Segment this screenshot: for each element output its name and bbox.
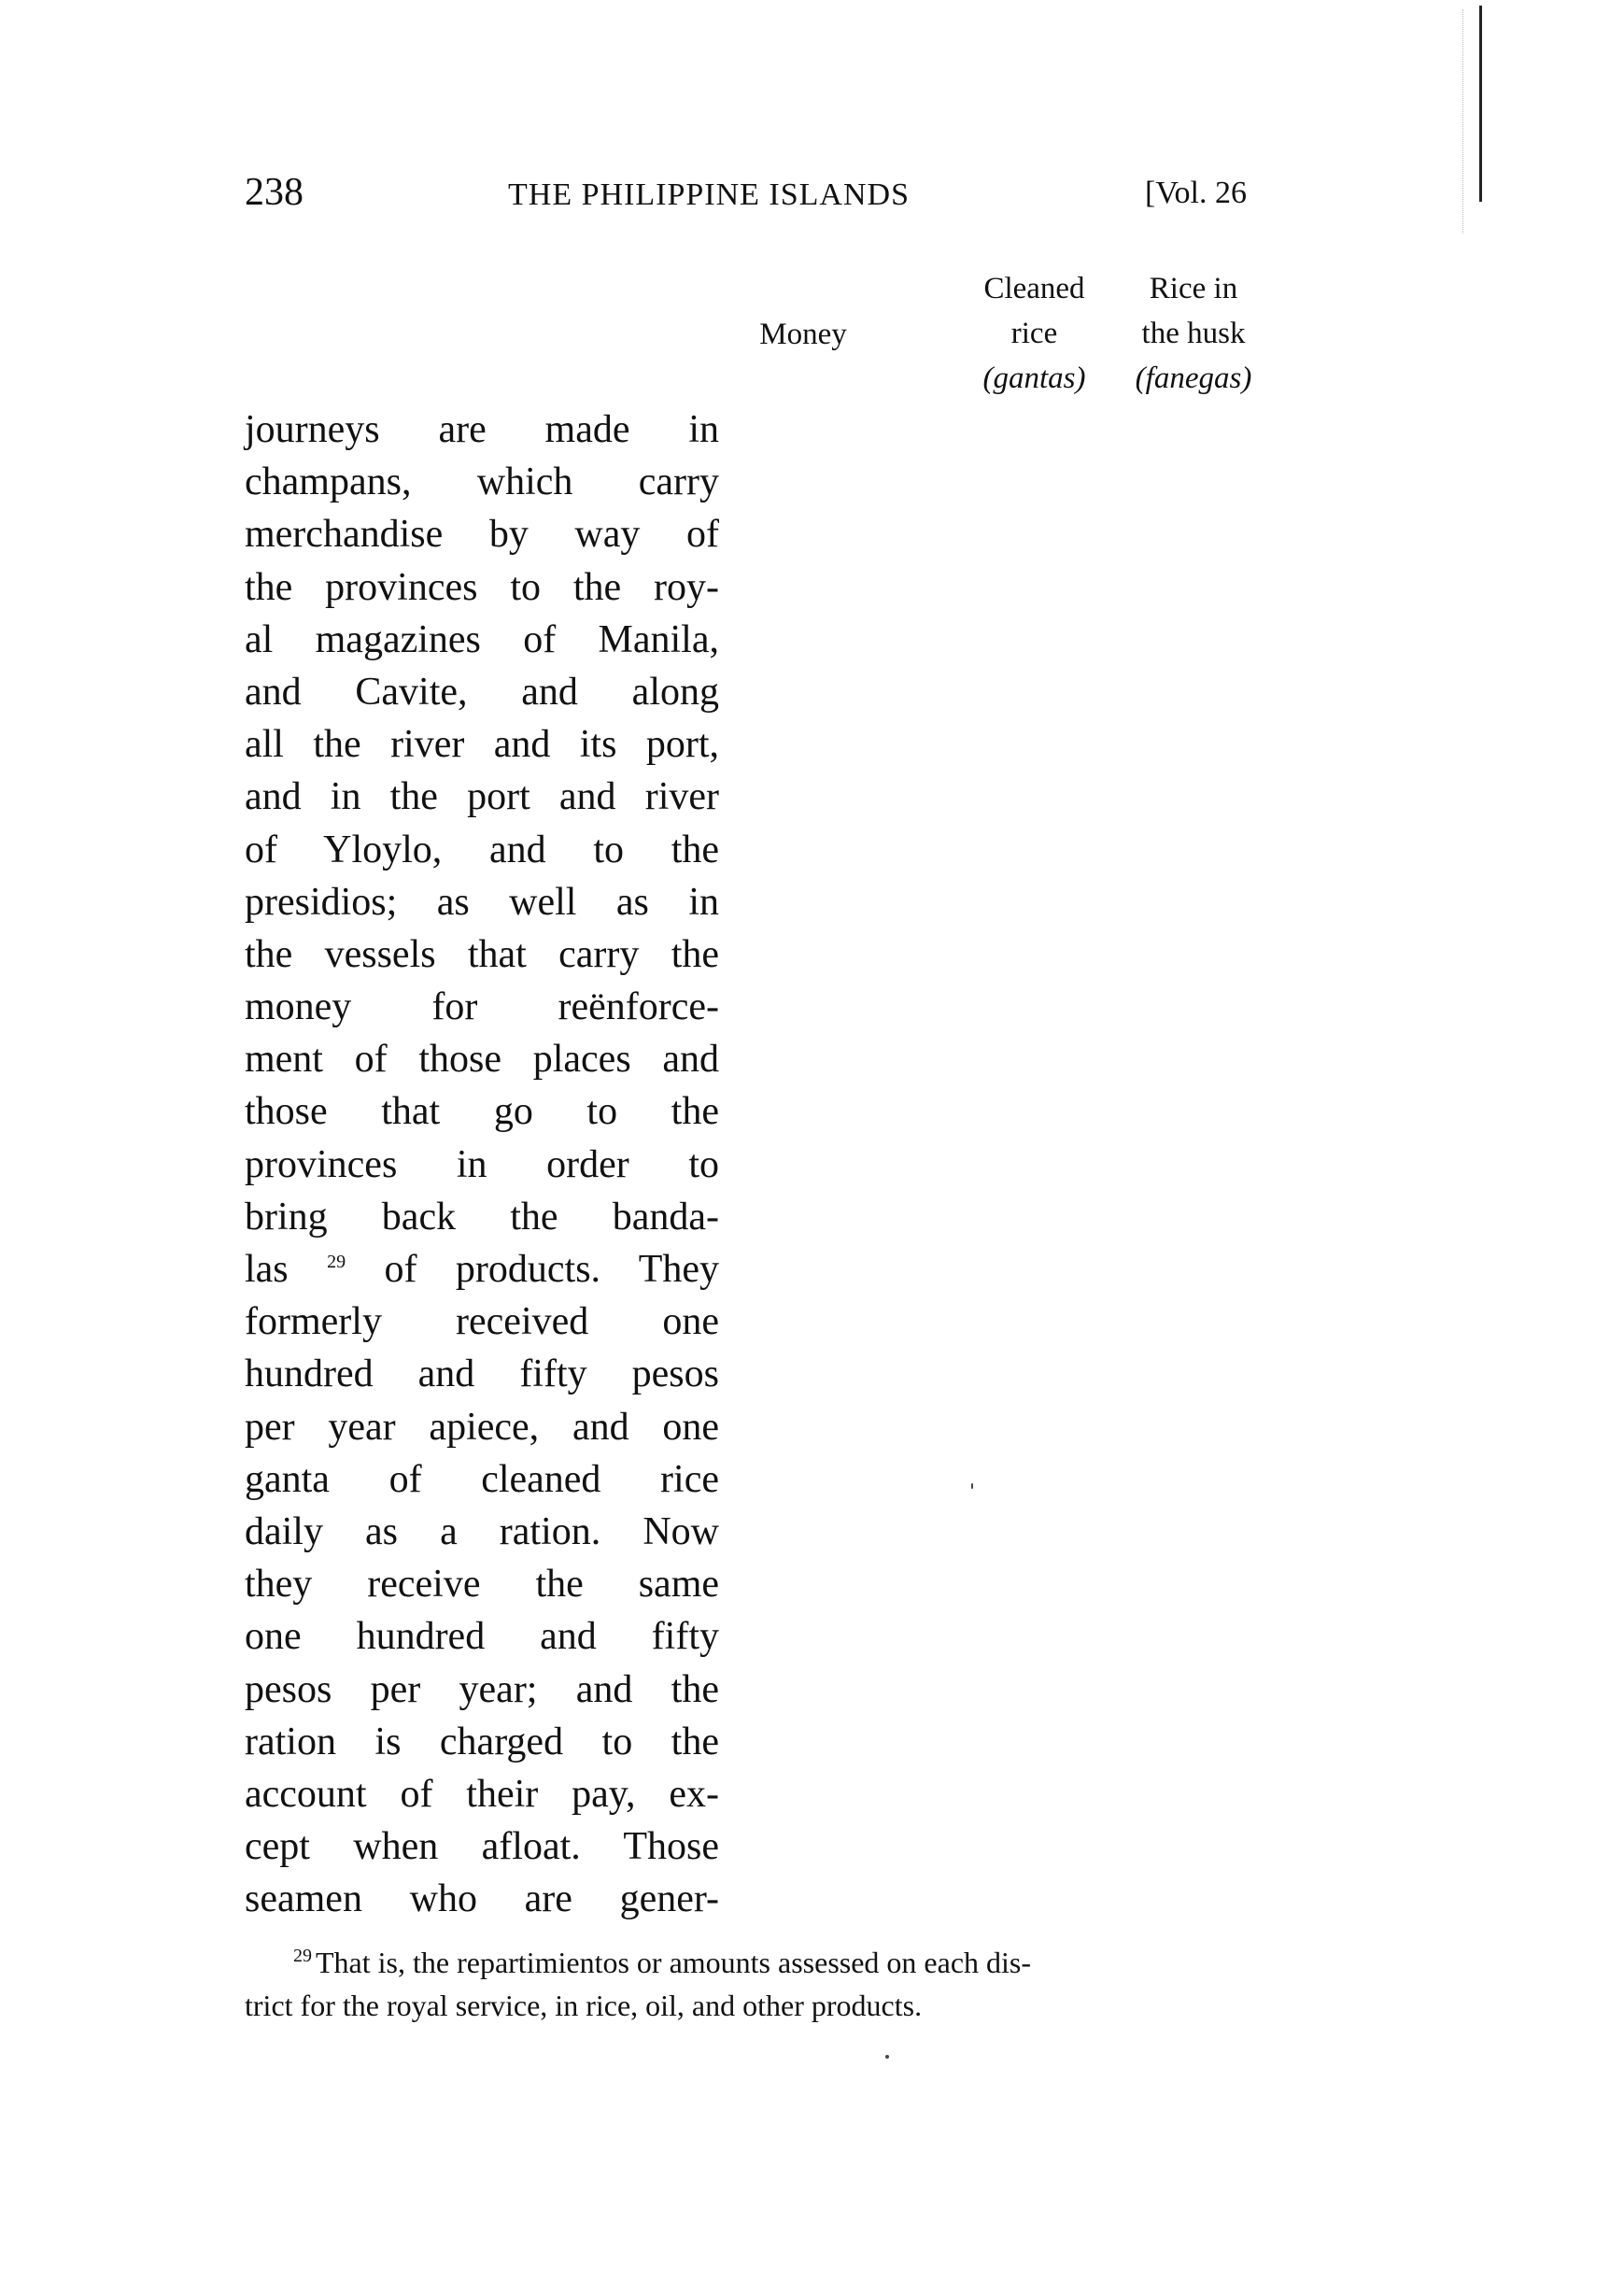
- body-line: those that go to the: [245, 1090, 719, 1134]
- ink-speck: [971, 1483, 973, 1489]
- body-line-with-footnote-ref: [245, 1243, 719, 1296]
- running-title: THE PHILIPPINE ISLANDS: [508, 177, 910, 212]
- body-line: daily as a ration. Now: [245, 1509, 719, 1553]
- body-line: ment of those places and: [245, 1038, 719, 1082]
- footnote-line: [245, 1941, 1272, 1984]
- money-heading: Money: [759, 318, 847, 351]
- rice-in-husk-unit: (fanegas): [1135, 361, 1252, 395]
- page-number: 238: [245, 171, 304, 214]
- body-line: champans, which carry: [245, 460, 719, 504]
- body-line: per year apiece, and one: [245, 1405, 719, 1449]
- rice-in-husk-heading-line2: the husk: [1141, 317, 1246, 350]
- body-line: pesos per year; and the: [245, 1667, 719, 1711]
- text-after-ref: of products. They: [384, 1248, 720, 1291]
- body-line: and in the port and river: [245, 775, 719, 819]
- rice-in-husk-heading-line1: Rice in: [1149, 272, 1238, 305]
- footnote-reference: 29: [327, 1252, 346, 1272]
- cleaned-rice-heading-line2: rice: [1010, 317, 1058, 350]
- body-line: they receive the same: [245, 1563, 719, 1607]
- body-line: and Cavite, and along: [245, 670, 719, 714]
- column-heading-money: [724, 312, 883, 357]
- body-line: cept when afloat. Those: [245, 1825, 719, 1869]
- running-head: [245, 170, 1272, 226]
- body-line: ganta of cleaned rice: [245, 1457, 719, 1501]
- body-line: account of their pay, ex-: [245, 1772, 719, 1816]
- body-line: one hundred and fifty: [245, 1615, 719, 1659]
- body-line: all the river and its port,: [245, 723, 719, 767]
- body-line: formerly received one: [245, 1300, 719, 1344]
- body-line: hundred and fifty pesos: [245, 1352, 719, 1396]
- column-heading-rice-in-husk: [1109, 266, 1278, 401]
- cleaned-rice-heading-line1: Cleaned: [983, 272, 1085, 305]
- body-line: merchandise by way of: [245, 513, 719, 557]
- body-text-column: [245, 404, 719, 1925]
- volume-label: [Vol. 26: [1145, 176, 1247, 210]
- body-line: the vessels that carry the: [245, 932, 719, 976]
- body-line: ration is charged to the: [245, 1720, 719, 1763]
- body-line: the provinces to the roy-: [245, 565, 719, 609]
- footnote-text-line1: That is, the repartimientos or amounts assessed on each dis-: [316, 1946, 1032, 1979]
- footnote: [245, 1941, 1272, 2027]
- text-before-ref: las: [245, 1248, 289, 1291]
- body-line: bring back the banda-: [245, 1195, 719, 1239]
- body-line: provinces in order to: [245, 1142, 719, 1186]
- body-line: presidios; as well as in: [245, 880, 719, 924]
- scan-edge-faint-mark: [1462, 9, 1464, 234]
- body-line: seamen who are gener-: [245, 1877, 719, 1921]
- cleaned-rice-unit: (gantas): [982, 361, 1086, 395]
- column-heading-cleaned-rice: [953, 266, 1116, 401]
- footnote-text-line2: trict for the royal service, in rice, oil, and other products.: [245, 1989, 923, 2022]
- footnote-mark: 29: [293, 1946, 312, 1967]
- body-line: of Yloylo, and to the: [245, 828, 719, 871]
- body-line: al magazines of Manila,: [245, 617, 719, 661]
- body-line: journeys are made in: [245, 408, 719, 451]
- ink-speck: [885, 2055, 889, 2059]
- body-line: money for reënforce-: [245, 985, 719, 1029]
- scan-edge-mark: [1479, 6, 1482, 202]
